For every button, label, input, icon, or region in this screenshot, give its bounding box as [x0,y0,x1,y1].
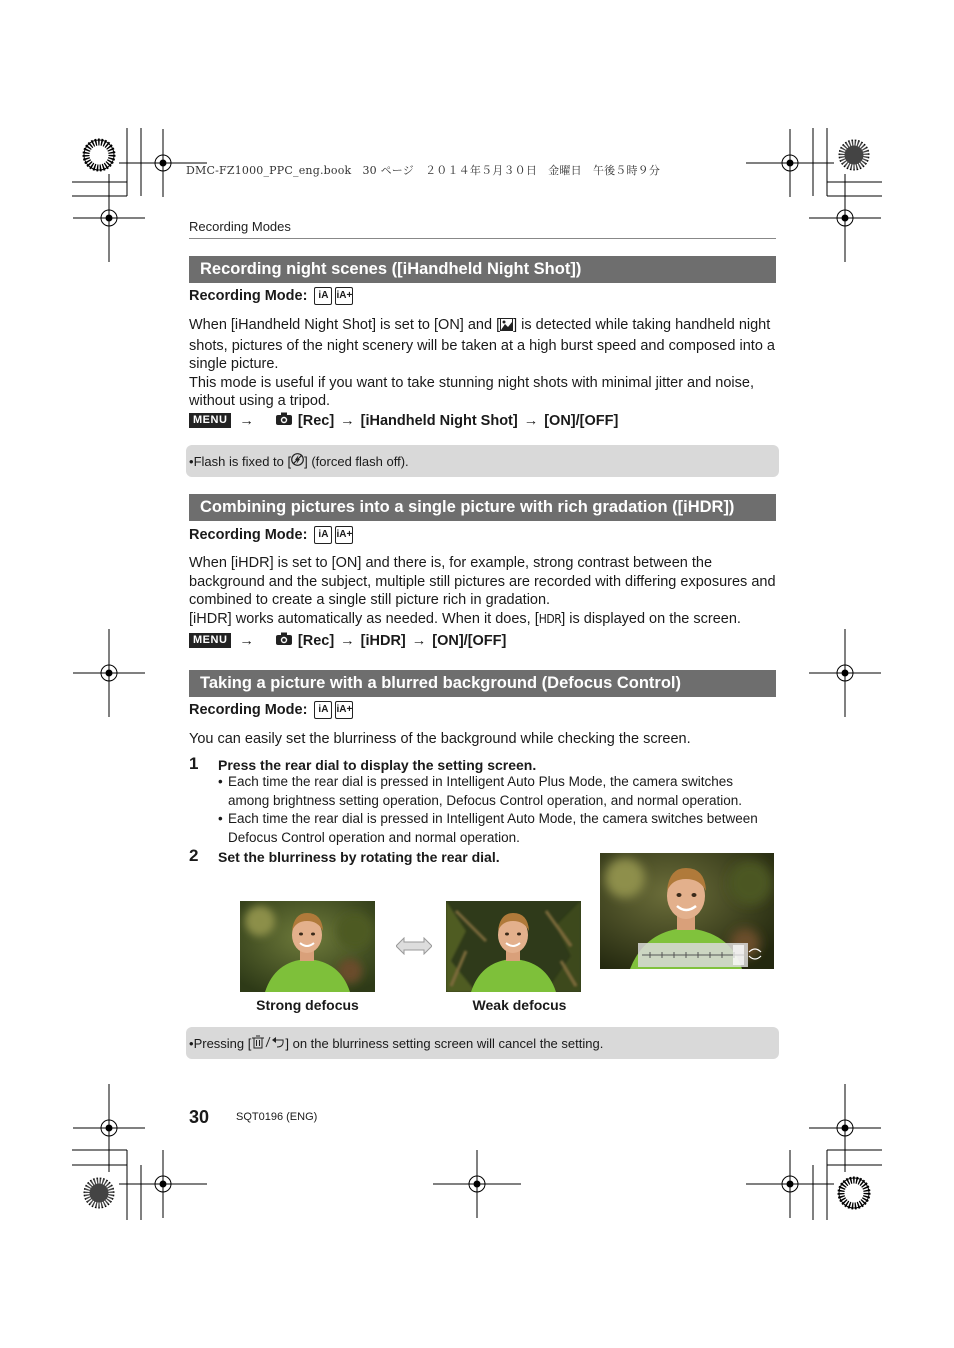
para-text: This mode is useful if you want to take stunning night shots with minimal jitter and noise, without using a tripod. [189,374,754,410]
delete-return-icon [251,1035,285,1052]
section-heading-ihdr: Combining pictures into a single picture with rich gradation ([iHDR]) [189,494,776,521]
step-title: Set the blurriness by rotating the rear dial. [218,849,500,865]
header-rule [189,238,776,239]
ihdr-description [189,554,779,628]
ia-mode-icon: iA [314,287,332,305]
menu-path-ihdr: MENU → [Rec] → [iHDR] → [ON]/[OFF] [189,632,506,649]
printer-file: DMC-FZ1000_PPC_eng.book [186,164,352,177]
menu-path-rec: [Rec] [297,632,335,649]
running-header: Recording Modes [189,219,291,234]
para-text: ] is detected while taking handheld night shots, pictures of the night scenery will be taken at a high burst speed and composed into a single picture. [189,317,775,373]
ia-mode-icon: iA [314,701,332,719]
printer-date: ２０１４年５月３０日 [425,164,538,177]
note-text: Flash is fixed to [ [193,453,292,469]
menu-path-value: [ON]/[OFF] [432,632,507,649]
recording-mode-label: Recording Mode: [189,527,308,543]
menu-badge: MENU [189,633,231,648]
strong-defocus-photo [240,901,375,992]
para-text: When [iHDR] is set to [ON] and there is, for example, strong contrast between the background and the subject, multiple still pictures are recorded with differing exposures and combined to create a single still picture rich in gradation. [189,555,776,609]
step-number: 1 [189,754,199,773]
double-arrow-icon [396,937,432,960]
step-title: Press the rear dial to display the setting screen. [218,757,537,773]
flash-off-icon [291,453,304,469]
camera-screen-photo [600,853,774,969]
menu-path-night-shot: MENU → [Rec] → [iHandheld Night Shot] → [ON]/[OFF] [189,412,618,429]
menu-badge: MENU [189,413,231,428]
weak-defocus-photo [446,901,581,992]
camera-icon [276,412,292,429]
note-flash-off: • Flash is fixed to [ ] (forced flash off). [186,445,779,477]
night-shot-description [189,316,779,411]
step-bullet: • Each time the rear dial is pressed in Intelligent Auto Mode, the camera switches between Defocus Control operation and normal operation. [218,810,778,847]
section-heading-defocus: Taking a picture with a blurred background (Defocus Control) [189,670,776,697]
recording-mode-line [189,701,353,719]
printer-weekday: 金曜日 [548,164,582,177]
para-text: [iHDR] works automatically as needed. When it does, [ [189,610,539,627]
recording-mode-line [189,526,353,544]
bullet-text: Each time the rear dial is pressed in Intelligent Auto Mode, the camera switches between Defocus Control operation and normal operation. [228,811,758,845]
document-code: SQT0196 (ENG) [236,1111,318,1123]
hdr-indicator: HDR [538,611,562,626]
night-scene-icon [500,318,513,337]
ia-plus-mode-icon: iA+ [335,287,353,305]
menu-path-item: [iHandheld Night Shot] [360,412,518,429]
recording-mode-label: Recording Mode: [189,702,308,718]
caption-weak-defocus: Weak defocus [472,997,567,1013]
menu-path-item: [iHDR] [360,632,406,649]
camera-icon [276,632,292,649]
recording-mode-label: Recording Mode: [189,288,308,304]
ia-plus-mode-icon: iA+ [335,701,353,719]
printer-unit: ページ [380,164,414,177]
step-bullet: • Each time the rear dial is pressed in Intelligent Auto Plus Mode, the camera switches among brightness setting operation, Defocus Control operation, and normal operation. [218,773,778,810]
caption-strong-defocus: Strong defocus [256,997,359,1013]
recording-mode-line [189,287,353,305]
printer-info-line [186,162,660,178]
note-cancel-setting: • Pressing [ ] on the blurriness setting screen will cancel the setting. [186,1027,779,1059]
ia-mode-icon: iA [314,526,332,544]
section-heading-night-shot: Recording night scenes ([iHandheld Night Shot]) [189,256,776,283]
step-number: 2 [189,846,199,865]
printer-time: 午後５時９分 [592,164,661,177]
defocus-intro: You can easily set the blurriness of the background while checking the screen. [189,731,691,747]
menu-path-value: [ON]/[OFF] [544,412,619,429]
ia-plus-mode-icon: iA+ [335,526,353,544]
note-text: Pressing [ [193,1035,252,1051]
page-number: 30 [189,1107,210,1127]
note-text: ] (forced flash off). [304,453,409,469]
printer-page: 30 [362,164,377,177]
para-text: ] is displayed on the screen. [561,610,741,627]
note-text: ] on the blurriness setting screen will cancel the setting. [285,1035,604,1051]
bullet-text: Each time the rear dial is pressed in Intelligent Auto Plus Mode, the camera switches among brightness setting operation, Defocus Control operation, and normal operation. [228,774,743,808]
para-text: When [iHandheld Night Shot] is set to [ON] and [ [189,317,501,333]
menu-path-rec: [Rec] [297,412,335,429]
